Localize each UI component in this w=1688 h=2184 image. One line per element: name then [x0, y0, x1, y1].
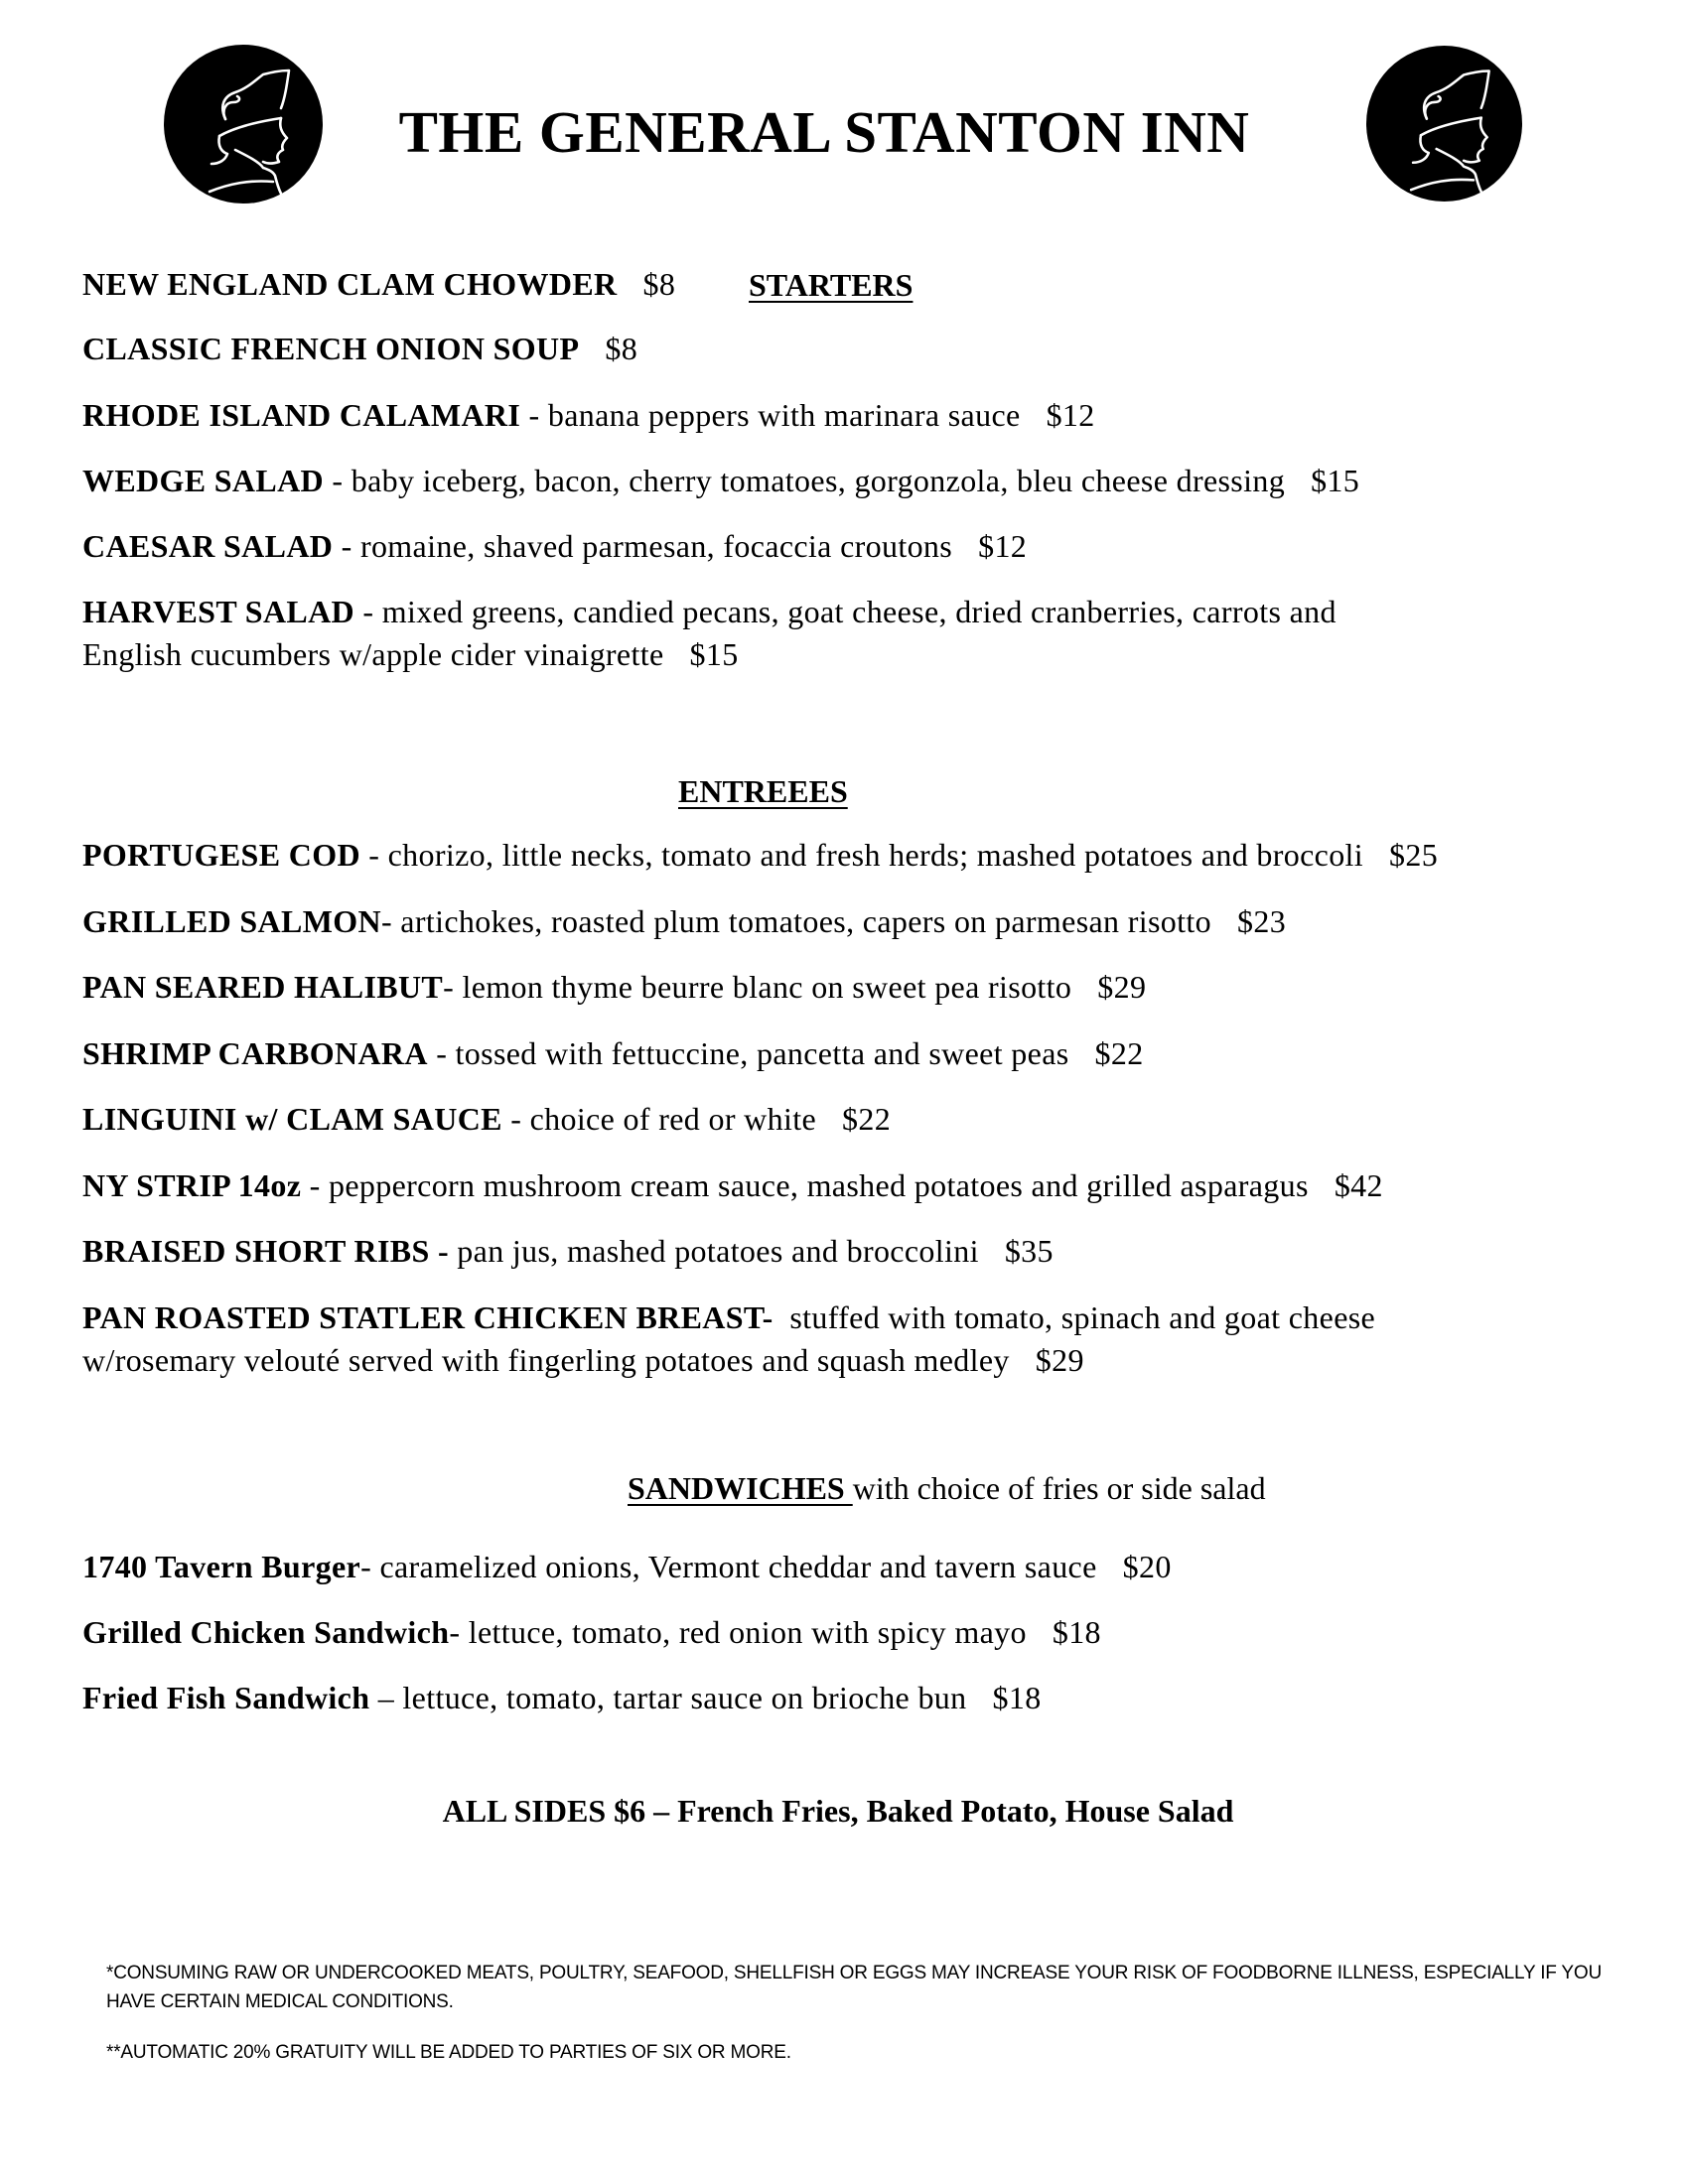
sides-line [0, 1795, 1688, 1827]
item-name: SHRIMP CARBONARA [82, 1035, 428, 1071]
raw-food-disclaimer-line1: *CONSUMING RAW OR UNDERCOOKED MEATS, POULTRY, SEAFOOD, SHELLFISH OR EGGS MAY INCREASE YOUR RISK OF FOODBORNE ILLNESS, ESPECIALLY IF YOU [106, 1963, 1602, 1983]
item-name: HARVEST SALAD [82, 594, 355, 629]
item-description: - lemon thyme beurre blanc on sweet pea risotto [443, 969, 1072, 1005]
menu-item [82, 1616, 1101, 1648]
item-name: PORTUGESE COD [82, 837, 360, 873]
item-name: PAN SEARED HALIBUT [82, 969, 444, 1005]
item-price: $22 [1094, 1035, 1144, 1071]
item-description: - artichokes, roasted plum tomatoes, capers on parmesan risotto [380, 903, 1211, 939]
menu-item [82, 465, 1359, 496]
menu-item [82, 839, 1438, 871]
menu-item [82, 596, 1336, 627]
item-description: - romaine, shaved parmesan, focaccia croutons [333, 528, 953, 564]
menu-item [82, 971, 1146, 1003]
item-description: - caramelized onions, Vermont cheddar and tavern sauce [360, 1549, 1097, 1584]
item-description: - baby iceberg, bacon, cherry tomatoes, gorgonzola, bleu cheese dressing [324, 463, 1286, 498]
item-name: CLASSIC FRENCH ONION SOUP [82, 331, 580, 366]
item-name: GRILLED SALMON [82, 903, 381, 939]
item-name: Fried Fish Sandwich [82, 1680, 370, 1715]
menu-item-continued [82, 638, 739, 670]
item-price: $8 [642, 266, 676, 302]
menu-item [82, 1235, 1054, 1267]
item-description: - banana peppers with marinara sauce [520, 397, 1021, 433]
item-name: 1740 Tavern Burger [82, 1549, 361, 1584]
starters-heading-text: STARTERS [749, 267, 914, 303]
item-price: $22 [842, 1101, 892, 1137]
item-name: LINGUINI w/ CLAM SAUCE [82, 1101, 502, 1137]
menu-item [82, 333, 637, 364]
item-price: $18 [992, 1680, 1042, 1715]
item-description: – lettuce, tomato, tartar sauce on brioche bun [369, 1680, 967, 1715]
item-price: $12 [1046, 397, 1095, 433]
sandwiches-subheading-text: with choice of fries or side salad [852, 1470, 1266, 1506]
item-description: - lettuce, tomato, red onion with spicy mayo [449, 1614, 1027, 1650]
item-description: - chorizo, little necks, tomato and fresh herds; mashed potatoes and broccoli [359, 837, 1364, 873]
menu-item-continued [82, 1344, 1084, 1376]
menu-item [82, 1037, 1144, 1069]
item-description: - peppercorn mushroom cream sauce, mashed potatoes and grilled asparagus [301, 1167, 1309, 1203]
item-name: NY STRIP 14oz [82, 1167, 302, 1203]
item-price: $23 [1237, 903, 1287, 939]
item-price: $25 [1389, 837, 1439, 873]
menu-item [82, 1103, 891, 1135]
item-price: $35 [1004, 1233, 1054, 1269]
item-name: Grilled Chicken Sandwich [82, 1614, 450, 1650]
item-price: $15 [1311, 463, 1360, 498]
title-text: THE GENERAL STANTON INN [398, 99, 1250, 165]
item-description: English cucumbers w/apple cider vinaigrette [82, 636, 664, 672]
item-name: NEW ENGLAND CLAM CHOWDER [82, 266, 618, 302]
gratuity-disclaimer: **AUTOMATIC 20% GRATUITY WILL BE ADDED TO PARTIES OF SIX OR MORE. [106, 2042, 791, 2063]
item-price: $12 [978, 528, 1028, 564]
item-name: WEDGE SALAD [82, 463, 325, 498]
item-name: PAN ROASTED STATLER CHICKEN BREAST- [82, 1299, 774, 1335]
menu-item [82, 1301, 1375, 1333]
section-heading-starters [749, 269, 913, 301]
item-price: $15 [689, 636, 739, 672]
entrees-heading-text: ENTREEES [678, 773, 848, 809]
item-description: pan jus, mashed potatoes and broccolini [448, 1233, 979, 1269]
menu-item [82, 530, 1027, 562]
item-price: $29 [1035, 1342, 1084, 1378]
menu-item [82, 268, 675, 300]
menu-item [82, 1169, 1383, 1201]
item-price: $42 [1334, 1167, 1383, 1203]
item-description: w/rosemary velouté served with fingerling potatoes and squash medley [82, 1342, 1010, 1378]
item-name: RHODE ISLAND CALAMARI [82, 397, 521, 433]
menu-item [82, 905, 1286, 937]
item-price: $29 [1097, 969, 1147, 1005]
item-name: BRAISED SHORT RIBS - [82, 1233, 449, 1269]
item-description: - tossed with fettuccine, pancetta and sweet peas [427, 1035, 1069, 1071]
sides-text: ALL SIDES $6 – French Fries, Baked Potato, House Salad [442, 1793, 1234, 1829]
section-heading-sandwiches [628, 1472, 1266, 1504]
sandwiches-heading-text: SANDWICHES [628, 1470, 853, 1506]
item-price: $20 [1122, 1549, 1172, 1584]
raw-food-disclaimer-line2: HAVE CERTAIN MEDICAL CONDITIONS. [106, 1991, 454, 2012]
item-price: $18 [1052, 1614, 1101, 1650]
menu-item [82, 399, 1095, 431]
restaurant-title [0, 99, 1688, 165]
menu-item [82, 1551, 1172, 1582]
section-heading-entrees [678, 775, 848, 807]
item-description: - mixed greens, candied pecans, goat cheese, dried cranberries, carrots and [354, 594, 1336, 629]
item-price: $8 [605, 331, 638, 366]
item-description: - choice of red or white [501, 1101, 817, 1137]
menu-item [82, 1682, 1042, 1713]
item-name: CAESAR SALAD [82, 528, 334, 564]
item-description: stuffed with tomato, spinach and goat cheese [773, 1299, 1376, 1335]
